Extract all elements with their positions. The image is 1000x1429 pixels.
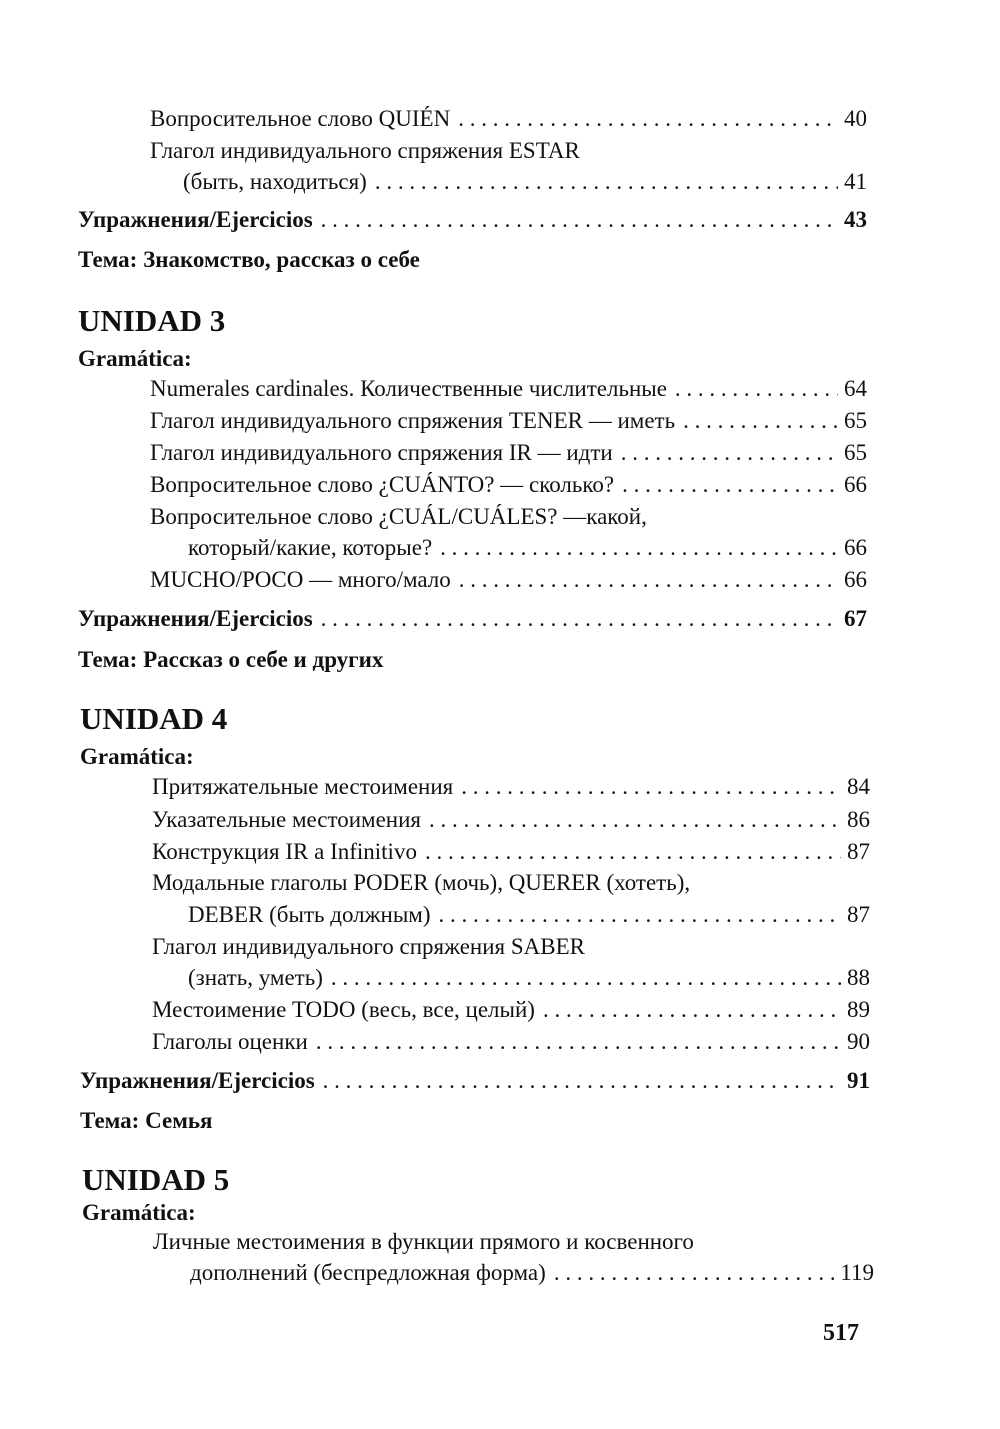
- toc-entry-lichnye: [190, 1258, 874, 1288]
- entry-page: 86: [847, 807, 870, 832]
- entry-text: Упражнения/Ejercicios: [78, 207, 313, 232]
- leader-dots: [440, 533, 838, 563]
- gramatica-label-3: Gramática:: [78, 346, 192, 371]
- entry-page: 88: [847, 965, 870, 990]
- toc-entry-otsenki: [152, 1027, 870, 1057]
- entry-page: 91: [847, 1068, 870, 1093]
- toc-entry-cual-line1: Вопросительное слово ¿CUÁL/CUÁLES? —какой,: [150, 504, 647, 529]
- entry-page: 67: [844, 606, 867, 631]
- entry-page: 65: [844, 440, 867, 465]
- tema-4: Тема: Семья: [80, 1108, 213, 1133]
- entry-page: 89: [847, 997, 870, 1022]
- toc-entry-ir: [150, 438, 867, 468]
- gramatica-label-5: Gramática:: [82, 1200, 196, 1225]
- toc-exercises-3: [78, 604, 867, 634]
- leader-dots: [425, 837, 841, 867]
- leader-dots: [439, 900, 842, 930]
- entry-text: (знать, уметь): [188, 965, 323, 990]
- leader-dots: [554, 1258, 835, 1288]
- toc-entry-quien: [150, 104, 867, 134]
- leader-dots: [321, 604, 838, 634]
- entry-text: Вопросительное слово QUIÉN: [150, 106, 451, 131]
- toc-entry-cuanto: [150, 470, 867, 500]
- leader-dots: [622, 470, 838, 500]
- entry-text: Притяжательные местоимения: [152, 774, 454, 799]
- entry-text: Вопросительное слово ¿CUÁNTO? — сколько?: [150, 472, 615, 497]
- entry-text: MUCHO/POCO — много/мало: [150, 567, 451, 592]
- tema-top: Тема: Знакомство, рассказ о себе: [78, 247, 420, 272]
- tema-3: Тема: Рассказ о себе и других: [78, 647, 384, 672]
- leader-dots: [429, 805, 841, 835]
- entry-page: 66: [844, 535, 867, 560]
- leader-dots: [461, 772, 841, 802]
- leader-dots: [316, 1027, 841, 1057]
- entry-text: Глагол индивидуального спряжения TENER — иметь: [150, 408, 676, 433]
- entry-text: Numerales cardinales. Количественные числительные: [150, 376, 667, 401]
- toc-entry-numerales: [150, 374, 867, 404]
- unit-3-heading: UNIDAD 3: [78, 303, 226, 338]
- entry-page: 87: [847, 839, 870, 864]
- leader-dots: [321, 205, 838, 235]
- entry-page: 90: [847, 1029, 870, 1054]
- entry-page: 66: [844, 472, 867, 497]
- unit-5-heading: UNIDAD 5: [82, 1162, 230, 1197]
- leader-dots: [675, 374, 838, 404]
- leader-dots: [331, 963, 841, 993]
- toc-entry-estar: [183, 167, 867, 197]
- entry-page: 43: [844, 207, 867, 232]
- toc-entry-todo: [152, 995, 870, 1025]
- entry-page: 41: [844, 169, 867, 194]
- entry-text: Конструкция IR a Infinitivo: [152, 839, 417, 864]
- entry-text: Глаголы оценки: [152, 1029, 308, 1054]
- leader-dots: [458, 104, 838, 134]
- toc-entry-prityazh: [152, 772, 870, 802]
- entry-text: Упражнения/Ejercicios: [78, 606, 313, 631]
- leader-dots: [459, 565, 838, 595]
- entry-text: DEBER (быть должным): [188, 902, 431, 927]
- entry-page: 65: [844, 408, 867, 433]
- toc-entry-modal-line1: Модальные глаголы PODER (мочь), QUERER (хотеть),: [152, 870, 691, 895]
- entry-text: Упражнения/Ejercicios: [80, 1068, 315, 1093]
- leader-dots: [683, 406, 838, 436]
- toc-entry-saber-line1: Глагол индивидуального спряжения SABER: [152, 934, 586, 959]
- gramatica-label-4: Gramática:: [80, 744, 194, 769]
- toc-entry-tener: [150, 406, 867, 436]
- entry-text: Местоимение TODO (весь, все, целый): [152, 997, 535, 1022]
- entry-page: 84: [847, 774, 870, 799]
- toc-entry-mucho: [150, 565, 867, 595]
- entry-page: 119: [840, 1260, 874, 1285]
- leader-dots: [621, 438, 838, 468]
- leader-dots: [543, 995, 841, 1025]
- entry-text: (быть, находиться): [183, 169, 367, 194]
- leader-dots: [323, 1066, 841, 1096]
- entry-text: Указательные местоимения: [152, 807, 422, 832]
- toc-entry-ir-a: [152, 837, 870, 867]
- toc-entry-saber: [188, 963, 870, 993]
- entry-page: 87: [847, 902, 870, 927]
- toc-entry-estar-line1: Глагол индивидуального спряжения ESTAR: [150, 138, 580, 163]
- toc-entry-modal: [188, 900, 870, 930]
- entry-page: 40: [844, 106, 867, 131]
- toc-entry-lichnye-line1: Личные местоимения в функции прямого и косвенного: [153, 1229, 694, 1254]
- entry-text: Глагол индивидуального спряжения IR — идти: [150, 440, 613, 465]
- page-number: 517: [823, 1320, 859, 1346]
- toc-entry-ukazat: [152, 805, 870, 835]
- toc-exercises-top: [78, 205, 867, 235]
- unit-4-heading: UNIDAD 4: [80, 701, 228, 736]
- entry-text: который/какие, которые?: [188, 535, 433, 560]
- entry-page: 64: [844, 376, 867, 401]
- toc-entry-cual: [188, 533, 867, 563]
- entry-text: дополнений (беспредложная форма): [190, 1260, 546, 1285]
- toc-exercises-4: [80, 1066, 870, 1096]
- leader-dots: [375, 167, 838, 197]
- entry-page: 66: [844, 567, 867, 592]
